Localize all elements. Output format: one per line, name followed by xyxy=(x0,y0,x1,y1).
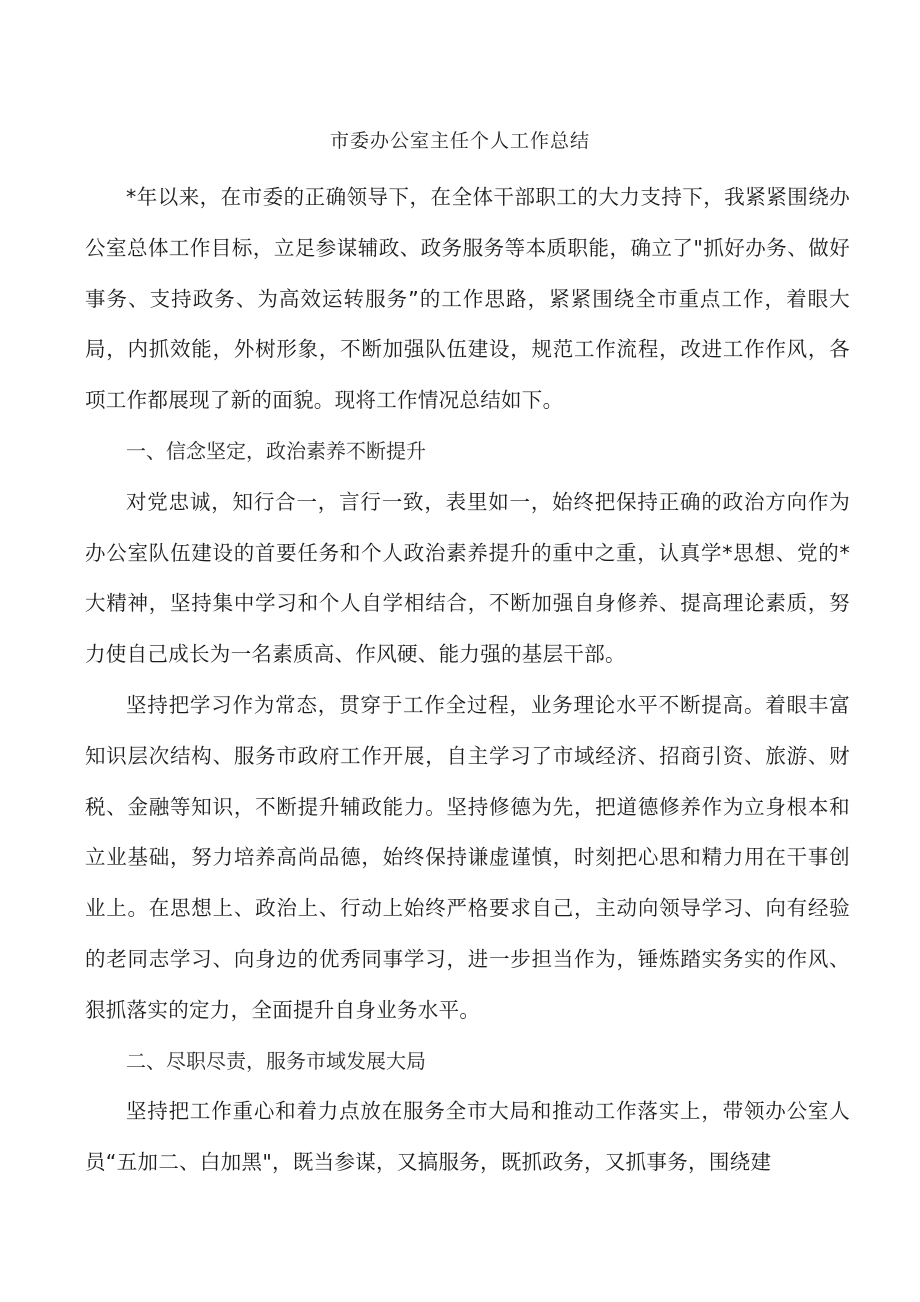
paragraph-duty: 坚持把工作重心和着力点放在服务全市大局和推动工作落实上，带领办公室人员“五加二、白加黑"，既当参谋，又搞服务，既抓政务，又抓事务，围绕建 xyxy=(85,1099,850,1175)
paragraph-study: 坚持把学习作为常态，贯穿于工作全过程，业务理论水平不断提高。着眼丰富知识层次结构、服务市政府工作开展，自主学习了市域经济、招商引资、旅游、财税、金融等知识，不断提升辅政能力。坚持修德为先，把道德修养作为立身根本和立业基础，努力培养高尚品德，始终保持谦虚谨慎，时刻把心思和精力用在干事创业上。在思想上、政治上、行动上始终严格要求自己，主动向领导学习、向有经验的老同志学习、向身边的优秀同事学习，进一步担当作为，锤炼踏实务实的作风、狠抓落实的定力，全面提升自身业务水平。 xyxy=(85,692,850,1022)
section-heading-2: 二、尽职尽责，服务市域发展大局 xyxy=(126,1048,426,1073)
paragraph-intro: *年以来，在市委的正确领导下，在全体干部职工的大力支持下，我紧紧围绕办公室总体工作目标，立足参谋辅政、政务服务等本质职能，确立了"抓好办务、做好事务、支持政务、为高效运转服务”的工作思路，紧紧围绕全市重点工作，着眼大局，内抓效能，外树形象，不断加强队伍建设，规范工作流程，改进工作作风，各项工作都展现了新的面貌。现将工作情况总结如下。 xyxy=(85,185,850,413)
document-title: 市委办公室主任个人工作总结 xyxy=(329,130,590,152)
section-heading-1: 一、信念坚定，政治素养不断提升 xyxy=(126,438,426,463)
document-body xyxy=(85,172,850,1188)
paragraph-political: 对党忠诚，知行合一，言行一致，表里如一，始终把保持正确的政治方向作为办公室队伍建设的首要任务和个人政治素养提升的重中之重，认真学*思想、党的*大精神，坚持集中学习和个人自学相结合，不断加强自身修养、提高理论素质，努力使自己成长为一名素质高、作风硬、能力强的基层干部。 xyxy=(85,489,850,667)
